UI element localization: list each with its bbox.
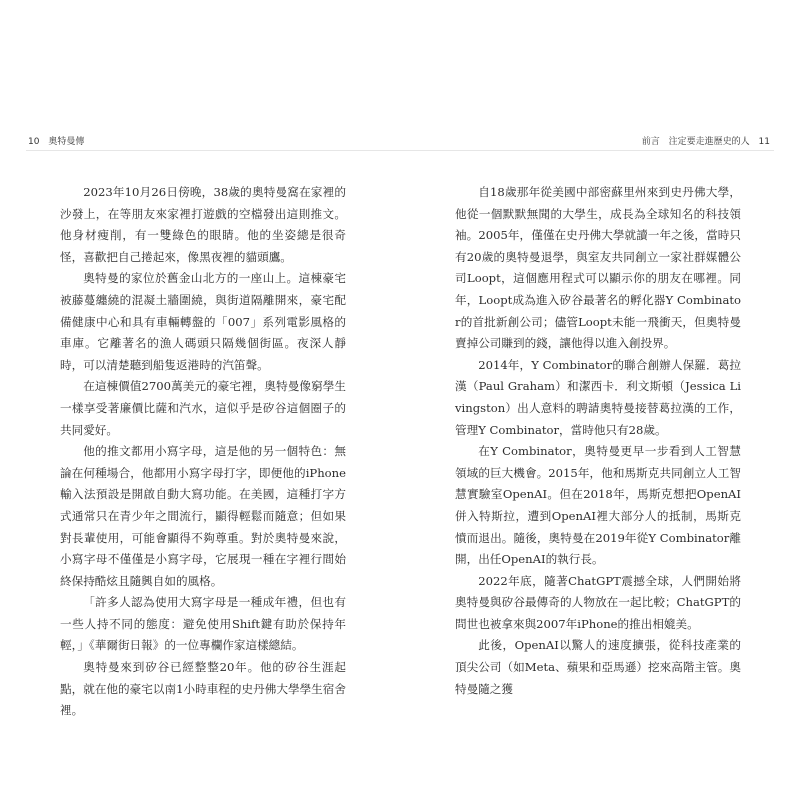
right-chapter-label: 前言 <box>641 137 660 147</box>
right-paragraph-5: 此後，OpenAI以驚人的速度擴張，從科技產業的頂尖公司（如Meta、蘋果和亞馬遜）挖來高階主管。奧特曼隨之獲 <box>455 638 741 696</box>
right-page-number: 11 <box>758 137 770 147</box>
left-paragraph-4: 他的推文都用小寫字母，這是他的另一個特色：無論在何種場合，他都用小寫字母打字，即便他的iPhone輸入法預設是開啟自動大寫功能。在美國，這種打字方式通常只在青少年之間流行，顯得輕鬆而隨意；但如果對長輩使用，可能會顯得不夠尊重。對於奧特曼來說，小寫字母不僅僅是小寫字母，它展現一種在字裡行間始終保持酷炫且隨興自如的風格。 <box>60 444 346 588</box>
left-paragraph-3: 在這棟價值2700萬美元的豪宅裡，奧特曼像窮學生一樣享受著廉價比薩和汽水，這似乎是矽谷這個圈子的共同愛好。 <box>60 379 346 437</box>
left-paragraph-1: 2023年10月26日傍晚，38歲的奧特曼窩在家裡的沙發上，在等朋友來家裡打遊戲的空檔發出這則推文。他身材瘦削，有一雙綠色的眼睛。他的坐姿總是很奇怪，喜歡把自己捲起來，像黑夜裡的貓頭鷹。 <box>60 185 346 264</box>
left-book-title: 奧特曼傳 <box>48 137 85 147</box>
right-running-head <box>642 136 770 148</box>
left-page-body <box>60 182 346 722</box>
left-paragraph-5: 「許多人認為使用大寫字母是一種成年禮，但也有一些人持不同的態度：避免使用Shift鍵有助於保持年輕，」《華爾街日報》的一位專欄作家這樣總結。 <box>60 595 346 653</box>
left-paragraph-2: 奧特曼的家位於舊金山北方的一座山上。這棟豪宅被藤蔓纏繞的混凝土牆圍繞，與街道隔離開來，豪宅配備健康中心和具有車輛轉盤的「007」系列電影風格的車庫。它離著名的漁人碼頭只隔幾個街區。夜深人靜時，可以清楚聽到船隻返港時的汽笛聲。 <box>60 271 346 372</box>
left-running-head <box>28 136 84 148</box>
right-paragraph-2: 2014年，Y Combinator的聯合創辦人保羅．葛拉漢（Paul Graham）和潔西卡．利文斯頓（Jessica Livingston）出人意料的聘請奧特曼接替葛拉漢的工作，管理Y Combinator，當時他只有28歲。 <box>455 357 741 437</box>
right-paragraph-1: 自18歲那年從美國中部密蘇里州來到史丹佛大學，他從一個默默無聞的大學生，成長為全球知名的科技領袖。2005年，僅僅在史丹佛大學就讀一年之後，當時只有20歲的奧特曼退學，與室友共同創立一家社群媒體公司Loopt，這個應用程式可以顯示你的朋友在哪裡。同年，Loopt成為進入矽谷最著名的孵化器Y Combinator的首批新創公司；儘管Loopt未能一飛衝天，但奧特曼賣掉公司賺到的錢，讓他得以進入創投界。 <box>455 185 741 351</box>
left-page-number: 10 <box>28 137 40 147</box>
left-paragraph-6: 奧特曼來到矽谷已經整整20年。他的矽谷生涯起點，就在他的豪宅以南1小時車程的史丹佛大學學生宿舍裡。 <box>60 660 346 718</box>
header-divider <box>26 150 774 151</box>
right-paragraph-4: 2022年底，隨著ChatGPT震撼全球，人們開始將奧特曼與矽谷最傳奇的人物放在一起比較；ChatGPT的問世也被拿來與2007年iPhone的推出相媲美。 <box>455 573 741 631</box>
right-chapter-title: 注定要走進歷史的人 <box>668 137 750 147</box>
right-page-body <box>455 182 741 700</box>
right-paragraph-3: 在Y Combinator，奧特曼更早一步看到人工智慧領域的巨大機會。2015年，他和馬斯克共同創立人工智慧實驗室OpenAI。但在2018年，馬斯克想把OpenAI併入特斯拉，遭到OpenAI裡大部分人的抵制，馬斯克憤而退出。隨後，奧特曼在2019年從Y Combinator離開，出任OpenAI的執行長。 <box>455 444 741 567</box>
